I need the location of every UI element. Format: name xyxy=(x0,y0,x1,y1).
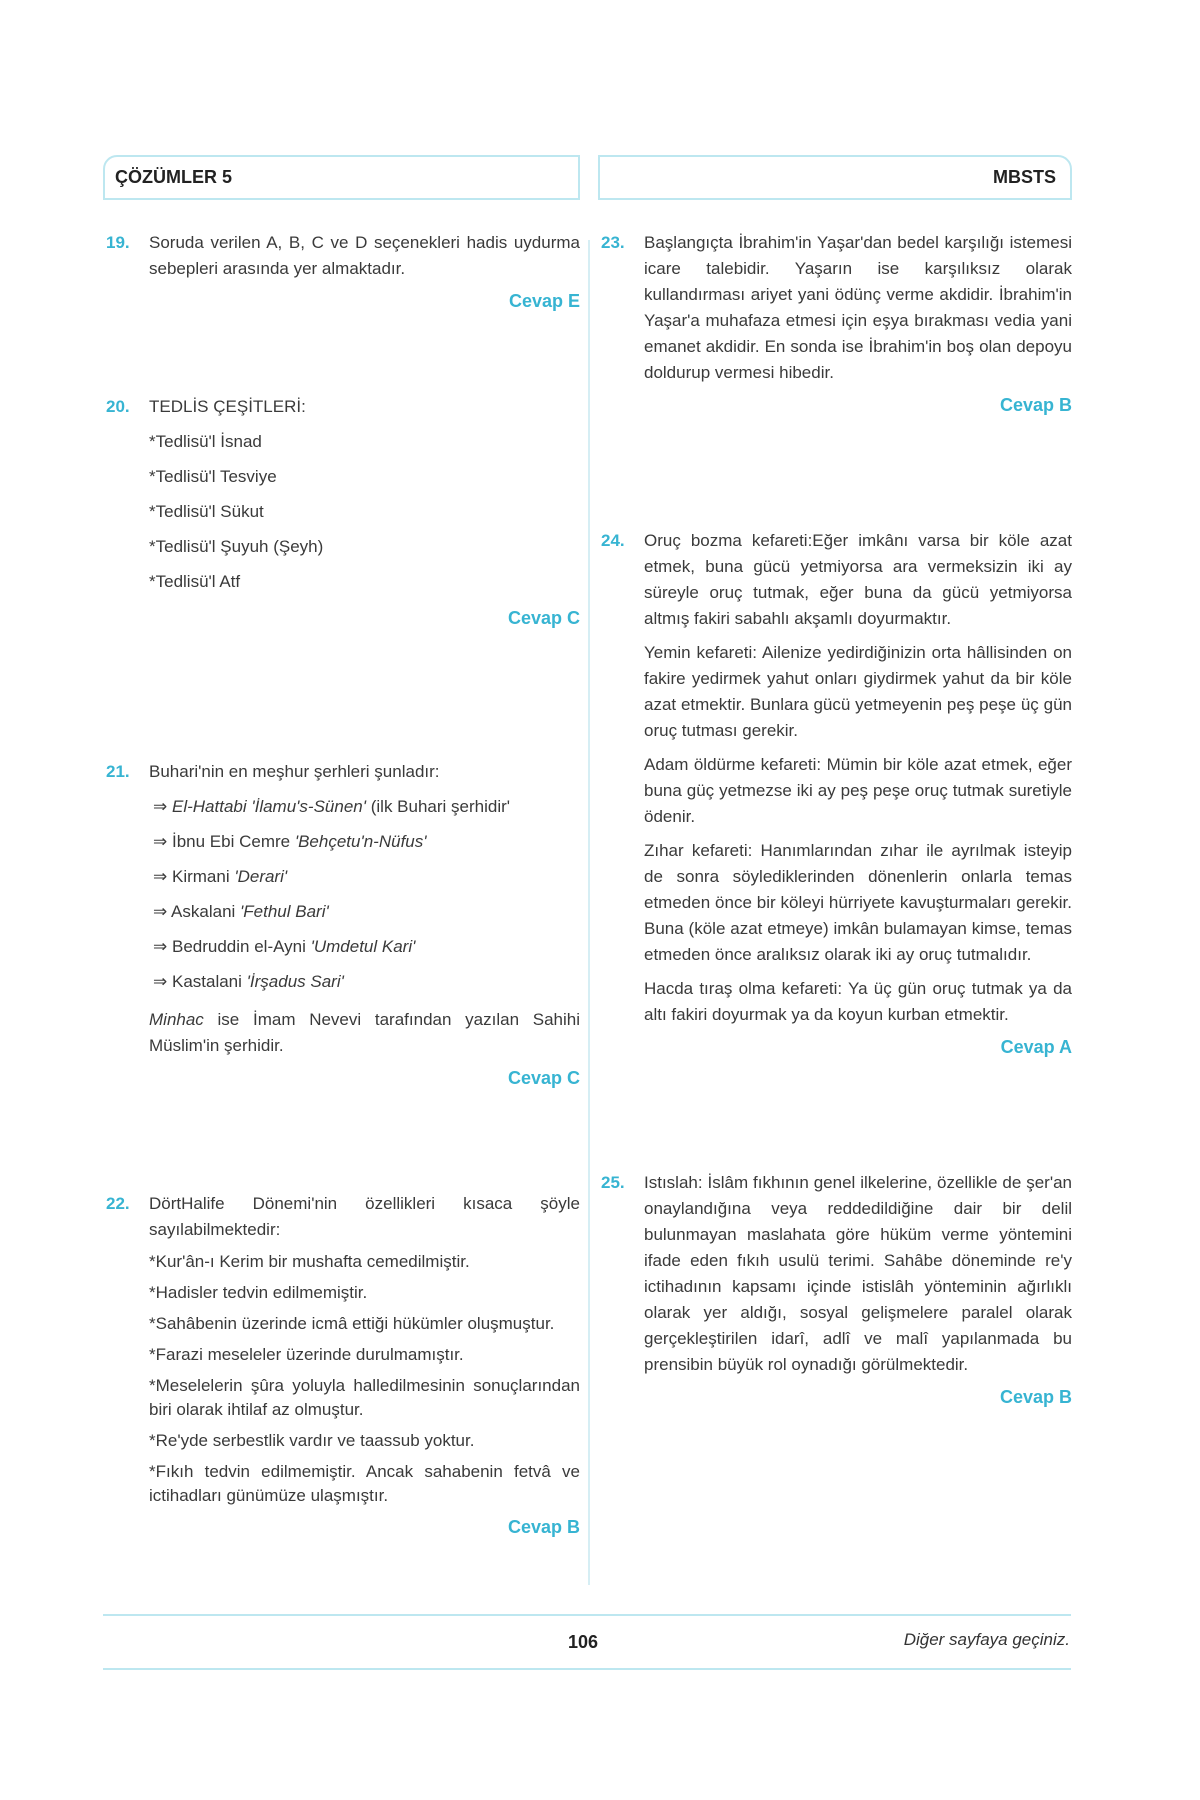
question-intro: DörtHalife Dönemi'nin özellikleri kısaca şöyle sayılabilmektedir: xyxy=(149,1194,580,1239)
exam-code: MBSTS xyxy=(993,167,1056,187)
arrow-icon: ⇒ xyxy=(153,902,168,921)
list-item: *Tedlisü'l Şuyuh (Şeyh) xyxy=(149,537,324,556)
question-title: TEDLİS ÇEŞİTLERİ: xyxy=(149,397,306,416)
question-20 xyxy=(103,394,580,631)
question-number: 19. xyxy=(106,233,130,252)
left-column xyxy=(103,230,580,1540)
answer-label: Cevap B xyxy=(507,1517,580,1537)
page-number: 106 xyxy=(568,1632,599,1652)
arrow-icon: ⇒ xyxy=(153,867,168,886)
list-item: *Farazi meseleler üzerinde durulmamıştır. xyxy=(149,1345,464,1364)
right-column xyxy=(598,230,1072,1410)
minhac-note: Minhac ise İmam Nevevi tarafından yazılan Sahihi Müslim'in şerhidir. xyxy=(149,1010,580,1055)
question-24 xyxy=(598,528,1072,1060)
arrow-icon: ⇒ xyxy=(153,972,168,991)
list-item: ⇒ Bedruddin el-Ayni 'Umdetul Kari' xyxy=(153,937,416,956)
list-item: ⇒ Kastalani 'İrşadus Sari' xyxy=(153,972,344,991)
question-23 xyxy=(598,230,1072,418)
question-number: 25. xyxy=(601,1173,625,1192)
header-right-box xyxy=(598,155,1072,200)
question-21 xyxy=(103,759,580,1091)
answer-label: Cevap B xyxy=(999,1387,1072,1407)
footer-top-line xyxy=(103,1614,1071,1616)
answer-label: Cevap C xyxy=(507,1068,580,1088)
paragraph: Hacda tıraş olma kefareti: Ya üç gün oruç tutmak ya da altı fakiri doyurmak ya da koyun kurban etmektir. xyxy=(644,979,1072,1024)
list-item: *Tedlisü'l İsnad xyxy=(149,432,262,451)
list-item: ⇒ El-Hattabi 'İlamu's-Sünen' (ilk Buhari şerhidir' xyxy=(153,797,511,816)
question-intro: Buhari'nin en meşhur şerhleri şunladır: xyxy=(149,762,440,781)
question-text: Başlangıçta İbrahim'in Yaşar'dan bedel karşılığı istemesi icare talebidir. Yaşarın ise karşılıksız olarak kullandırması ariyet yani ödünç verme akdidir. İbrahim'in Yaşar'a muhafaza etmesi için eşya bırakması vedia yani emanet akdidir. En sonda ise İbrahim'in boş olan depoyu doldurup vermesi hibedir. xyxy=(644,233,1072,382)
list-item: ⇒ Askalani 'Fethul Bari' xyxy=(153,902,329,921)
list-item: *Fıkıh tedvin edilmemiştir. Ancak sahabenin fetvâ ve ictihadları günümüze ulaşmıştır. xyxy=(149,1462,580,1505)
arrow-icon: ⇒ xyxy=(153,797,168,816)
arrow-icon: ⇒ xyxy=(153,937,168,956)
next-page-note: Diğer sayfaya geçiniz. xyxy=(903,1630,1070,1649)
question-22 xyxy=(103,1191,580,1540)
question-number: 20. xyxy=(106,397,130,416)
question-number: 24. xyxy=(601,531,625,550)
list-item: *Tedlisü'l Atf xyxy=(149,572,241,591)
paragraph: Zıhar kefareti: Hanımlarından zıhar ile ayrılmak isteyip de sonra söylediklerinden dönenlerin onlarla temas etmeden önce bir köleyi hürriyete kavuşturmaları gerekir. Buna (köle azat etmeye) imkân bulamayan kimse, temas etmeden önce aralıksız olarak iki ay oruç tutmalıdır. xyxy=(644,841,1072,964)
list-item: ⇒ İbnu Ebi Cemre 'Behçetu'n-Nüfus' xyxy=(153,832,427,851)
question-text: Istıslah: İslâm fıkhının genel ilkelerine, özellikle de şer'an onaylandığına veya reddedildiğine dair bir delil bulunmayan maslahata göre hüküm verme yöntemini ifade eden fıkıh usulü terimi. Sahâbe döneminde re'y ictihadının kapsamı içinde istislâh yönteminin ağırlıklı olarak yer aldığı, sosyal gelişmelere paralel olarak gerçekleştirilen idarî, adlî ve malî yapılanmada bu prensibin büyük rol oynadığı görülmektedir. xyxy=(644,1173,1072,1374)
answer-label: Cevap A xyxy=(1000,1037,1072,1057)
list-item: *Re'yde serbestlik vardır ve taassub yoktur. xyxy=(149,1431,475,1450)
list-item: *Sahâbenin üzerinde icmâ ettiği hükümler oluşmuştur. xyxy=(149,1314,555,1333)
answer-label: Cevap B xyxy=(999,395,1072,415)
footer-bottom-line xyxy=(103,1668,1071,1670)
question-number: 23. xyxy=(601,233,625,252)
list-item: ⇒ Kirmani 'Derari' xyxy=(153,867,288,886)
question-number: 21. xyxy=(106,762,130,781)
paragraph: Yemin kefareti: Ailenize yedirdiğinizin orta hâllisinden on fakire yedirmek yahut onları giydirmek yahut da bir köle azat etmektir. Bunlara gücü yetmeyenin peş peşe üç gün oruç tutması gerekir. xyxy=(644,643,1072,740)
paragraph: Adam öldürme kefareti: Mümin bir köle azat etmek, eğer buna güç yetmezse iki ay peş peşe oruç tutmak suretiyle ödenir. xyxy=(644,755,1072,826)
list-item: *Kur'ân-ı Kerim bir mushafta cemedilmiştir. xyxy=(149,1252,470,1271)
question-19 xyxy=(103,230,580,314)
answer-label: Cevap E xyxy=(508,291,580,311)
question-text: Soruda verilen A, B, C ve D seçenekleri hadis uydurma sebepleri arasında yer almaktadır. xyxy=(149,233,580,278)
answer-label: Cevap C xyxy=(507,608,580,628)
paragraph: Oruç bozma kefareti:Eğer imkânı varsa bir köle azat etmek, buna gücü yetmiyorsa ara vermeksizin iki ay süreyle oruç tutmak, eğer buna da gücü yetmiyorsa altmış fakiri sabahlı akşamlı doyurmaktır. xyxy=(644,531,1072,628)
list-item: *Hadisler tedvin edilmemiştir. xyxy=(149,1283,368,1302)
list-item: *Tedlisü'l Tesviye xyxy=(149,467,277,486)
question-number: 22. xyxy=(106,1194,130,1213)
arrow-icon: ⇒ xyxy=(153,832,168,851)
list-item: *Meselelerin şûra yoluyla halledilmesinin sonuçlarından biri olarak ihtilaf az olmuştur. xyxy=(149,1376,580,1419)
column-divider xyxy=(588,240,590,1585)
header-left-box xyxy=(103,155,580,200)
question-25 xyxy=(598,1170,1072,1410)
section-title: ÇÖZÜMLER 5 xyxy=(115,167,232,187)
list-item: *Tedlisü'l Sükut xyxy=(149,502,264,521)
